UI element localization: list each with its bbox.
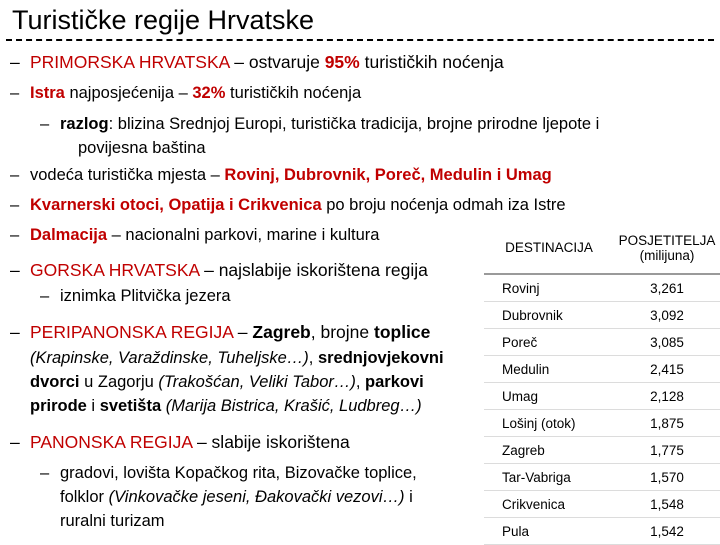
table-row [484,437,720,464]
panonska-heading: – PANONSKA REGIJA – slabije iskorištena [10,432,350,452]
panonska-sub-line2: folklor (Vinkovačke jeseni, Đakovački vezovi…) i [60,488,413,506]
mjesta-bullet: – vodeća turistička mjesta – Rovinj, Dubrovnik, Poreč, Medulin i Umag [10,166,552,184]
destinations-table [484,222,720,545]
panonska-sub-bullet: – gradovi, lovišta Kopačkog rita, Bizovačke toplice, [40,464,417,482]
visitors-cell: 1,570 [614,464,720,491]
destination-cell: Medulin [484,356,614,383]
peripanonska-line4: prirode i svetišta (Marija Bistrica, Krašić, Ludbreg…) [30,397,422,415]
page-title: Turističke regije Hrvatske [12,5,315,35]
table-row [484,383,720,410]
table-row [484,356,720,383]
destination-cell: Rovinj [484,274,614,302]
table-header-row [484,222,720,274]
istra-bullet: – Istra najposjećenija – 32% turističkih noćenja [10,84,362,102]
visitors-cell: 1,542 [614,518,720,545]
peripanonska-heading: – PERIPANONSKA REGIJA – Zagreb, brojne toplice [10,322,431,342]
dalmacija-bullet: – Dalmacija – nacionalni parkovi, marine i kultura [10,226,380,244]
peripanonska-line3: dvorci u Zagorju (Trakošćan, Veliki Tabor…), parkovi [30,373,424,391]
primorska-heading: – PRIMORSKA HRVATSKA – ostvaruje 95% turističkih noćenja [10,52,504,72]
visitors-cell: 3,092 [614,302,720,329]
destination-cell: Lošinj (otok) [484,410,614,437]
visitors-cell: 1,875 [614,410,720,437]
table-row [484,329,720,356]
destination-cell: Zagreb [484,437,614,464]
visitors-cell: 3,261 [614,274,720,302]
visitors-cell: 1,548 [614,491,720,518]
destination-cell: Tar-Vabriga [484,464,614,491]
header-destinacija: DESTINACIJA [484,222,614,274]
gorska-heading: – GORSKA HRVATSKA – najslabije iskorištena regija [10,260,428,280]
table-row [484,302,720,329]
destination-cell: Crikvenica [484,491,614,518]
visitors-cell: 1,775 [614,437,720,464]
razlog-bullet: – razlog: blizina Srednjoj Europi, turistička tradicija, brojne prirodne ljepote i [40,115,600,133]
destination-cell: Umag [484,383,614,410]
table-row [484,410,720,437]
visitors-cell: 3,085 [614,329,720,356]
destination-cell: Poreč [484,329,614,356]
kvarner-bullet: – Kvarnerski otoci, Opatija i Crikvenica po broju noćenja odmah iza Istre [10,196,566,214]
visitors-cell: 2,128 [614,383,720,410]
iznimka-bullet: – iznimka Plitvička jezera [40,287,231,305]
table-row [484,491,720,518]
peripanonska-line2: (Krapinske, Varaždinske, Tuheljske…), srednjovjekovni [30,349,444,367]
table-row [484,518,720,545]
destination-cell: Dubrovnik [484,302,614,329]
destination-cell: Pula [484,518,614,545]
panonska-sub-line3: ruralni turizam [60,512,165,530]
header-posjetitelja: POSJETITELJA (milijuna) [614,222,720,274]
table-row [484,464,720,491]
table-row [484,274,720,302]
title-divider [6,39,714,41]
razlog-continuation: povijesna baština [78,139,206,157]
visitors-cell: 2,415 [614,356,720,383]
